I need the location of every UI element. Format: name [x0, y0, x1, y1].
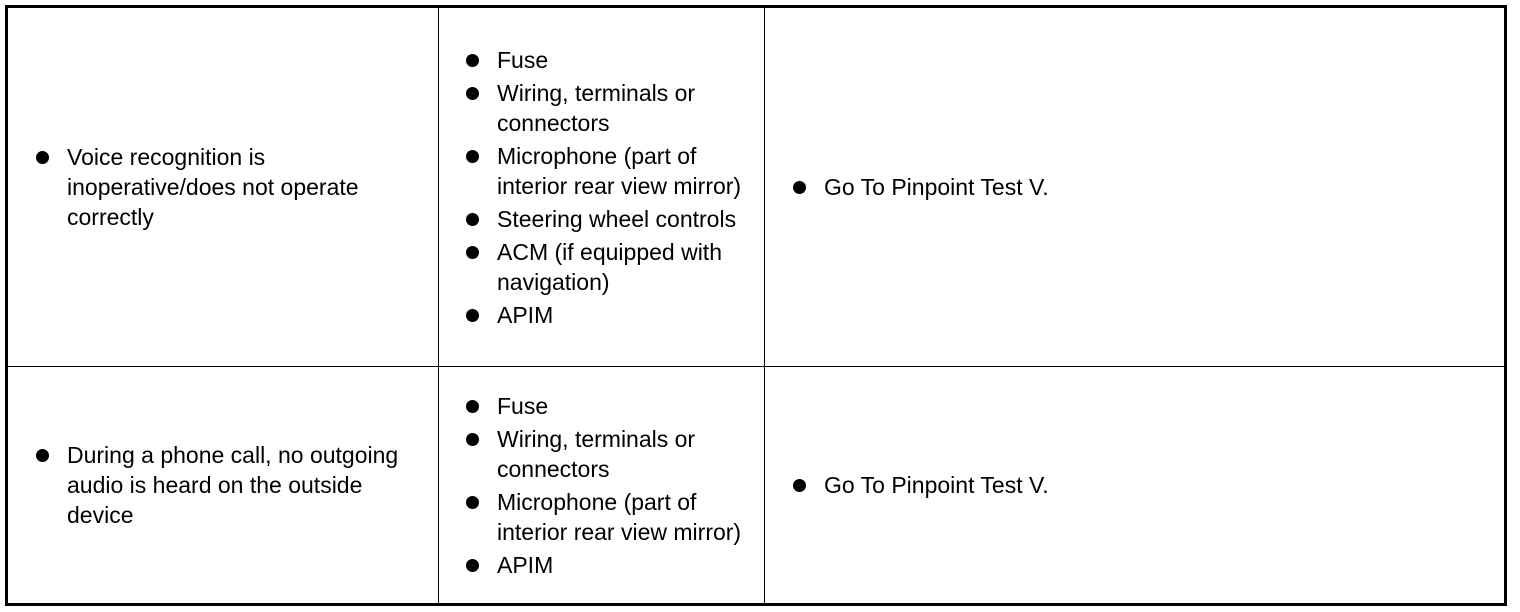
list-item [464, 391, 756, 421]
list-item [464, 45, 756, 75]
bullet-icon [466, 150, 479, 163]
source-text: APIM [497, 551, 554, 578]
bullet-icon [466, 433, 479, 446]
action-cell [765, 7, 1506, 367]
source-text: Wiring, terminals or connectors [497, 79, 696, 136]
bullet-icon [466, 87, 479, 100]
list-item [791, 470, 1504, 500]
source-text: Fuse [497, 392, 549, 419]
bullet-icon [466, 246, 479, 259]
source-text: APIM [497, 301, 554, 328]
source-text: Fuse [497, 46, 549, 73]
symptom-cell [7, 367, 439, 605]
list-item [464, 550, 756, 580]
symptom-text: During a phone call, no outgoing audio is heard on the outside device [67, 442, 399, 528]
list-item [791, 172, 1504, 202]
action-cell [765, 367, 1506, 605]
bullet-icon [466, 213, 479, 226]
table-row [7, 367, 1506, 605]
bullet-icon [466, 559, 479, 572]
possible-sources-cell [439, 367, 765, 605]
list-item [464, 487, 756, 547]
action-text: Go To Pinpoint Test V. [824, 174, 1049, 200]
list-item [464, 204, 756, 234]
action-text: Go To Pinpoint Test V. [824, 472, 1049, 498]
bullet-icon [36, 151, 49, 164]
symptom-chart-table [5, 5, 1507, 606]
symptom-text: Voice recognition is inoperative/does not operate correctly [67, 144, 359, 230]
list-item [464, 424, 756, 484]
source-text: ACM (if equipped with navigation) [497, 238, 722, 295]
list-item [34, 440, 430, 530]
symptom-cell [7, 7, 439, 367]
list-item [464, 300, 756, 330]
possible-sources-cell [439, 7, 765, 367]
bullet-icon [793, 479, 806, 492]
source-text: Microphone (part of interior rear view mirror) [497, 488, 742, 545]
bullet-icon [466, 54, 479, 67]
list-item [464, 78, 756, 138]
source-text: Microphone (part of interior rear view mirror) [497, 142, 742, 199]
bullet-icon [793, 181, 806, 194]
bullet-icon [466, 496, 479, 509]
list-item [464, 141, 756, 201]
bullet-icon [466, 400, 479, 413]
source-text: Wiring, terminals or connectors [497, 425, 696, 482]
table-row [7, 7, 1506, 367]
source-text: Steering wheel controls [497, 205, 737, 232]
list-item [464, 237, 756, 297]
list-item [34, 142, 430, 232]
bullet-icon [466, 309, 479, 322]
bullet-icon [36, 449, 49, 462]
